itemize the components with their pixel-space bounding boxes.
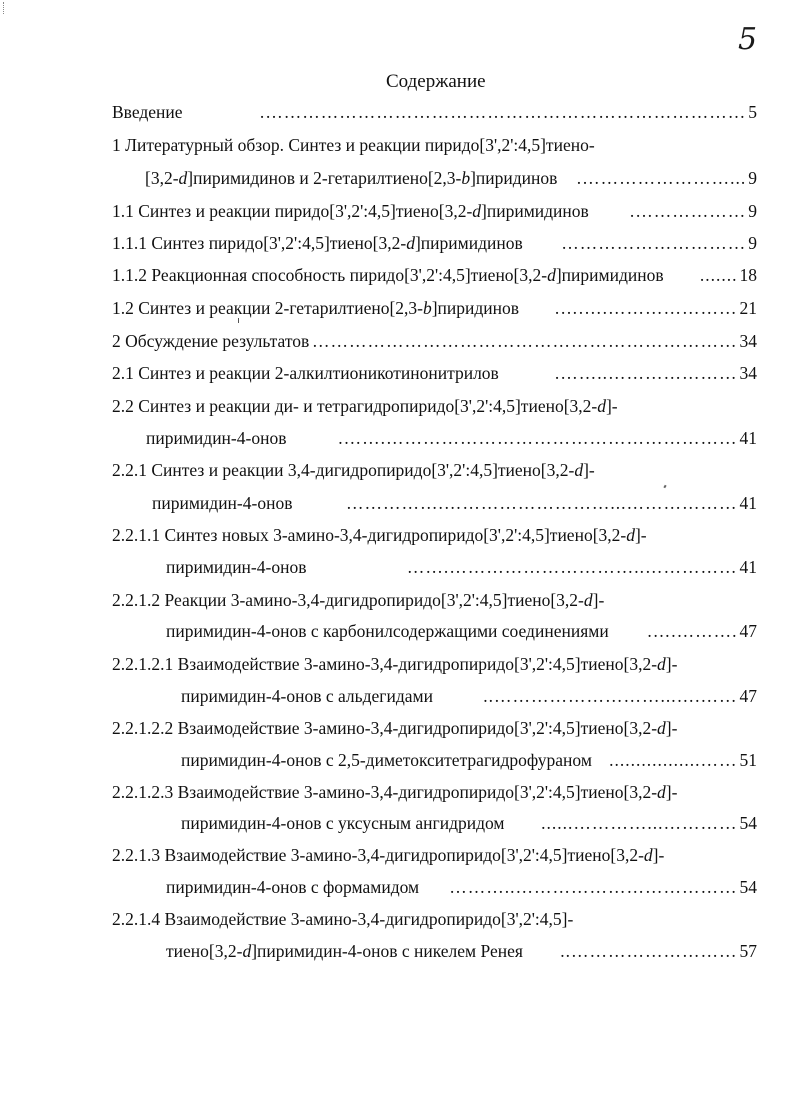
toc-entry: [112, 717, 677, 739]
toc-entry: [146, 427, 757, 449]
toc-entry-page: 41: [739, 557, 757, 577]
toc-entry-leader: ………………………………..………: [449, 877, 738, 897]
toc-entry-title: Введение: [112, 102, 183, 122]
scan-mark: [3, 2, 6, 14]
toc-entry-leader: ………………...……………………….……………: [346, 493, 738, 513]
toc-entry-leader: ...…………………….: [576, 168, 747, 188]
toc-entry-page: 47: [739, 621, 757, 641]
toc-entry-page: 5: [748, 102, 757, 122]
toc-entry: [112, 781, 677, 803]
toc-entry-title: пиримидин-4-онов: [152, 493, 293, 513]
toc-entry-leader: …….................: [609, 750, 738, 770]
toc-entry-leader: ……………..………………………….……: [406, 557, 738, 577]
toc-entry-leader: …………...…………......: [541, 813, 738, 833]
toc-entry-title: 1.1 Синтез и реакции пиридо[3',2':4,5]тиено[3,2-d]пиримидинов: [112, 201, 589, 221]
toc-entry-leader: …………………..…….: [554, 363, 738, 383]
toc-entry-page: 21: [739, 298, 757, 318]
toc-entry-title: пиримидин-4-онов: [166, 557, 307, 577]
toc-entry: [181, 685, 757, 707]
toc-entry-title: пиримидин-4-онов с формамидом: [166, 877, 420, 897]
toc-entry: [112, 589, 604, 611]
toc-entry-page: 41: [739, 428, 757, 448]
toc-entry: [112, 264, 757, 286]
toc-entry-leader: …………………………………………………………………….: [259, 102, 747, 122]
toc-entry-title: 2.2.1.2 Реакции 3-амино-3,4-дигидропиридо[3',2':4,5]тиено[3,2-d]-: [112, 590, 605, 610]
toc-entry: [181, 812, 757, 834]
toc-entry-title: 2.2.1.2.2 Взаимодействие 3-амино-3,4-дигидропиридо[3',2':4,5]тиено[3,2-d]-: [112, 718, 678, 738]
toc-entry-page: 54: [739, 813, 757, 833]
toc-entry-leader: …….…...………………………..: [483, 686, 738, 706]
toc-entry: [112, 395, 618, 417]
toc-entry-title: 1.1.2 Реакционная способность пиридо[3',2':4,5]тиено[3,2-d]пиримидинов: [112, 265, 664, 285]
toc-title: Содержание: [386, 71, 486, 92]
toc-entry-title: 2.2 Синтез и реакции ди- и тетрагидропиридо[3',2':4,5]тиено[3,2-d]-: [112, 396, 618, 416]
toc-entry-title: пиримидин-4-онов: [146, 428, 287, 448]
toc-entry-title: 2.2.1.1 Синтез новых 3-амино-3,4-дигидропиридо[3',2':4,5]тиено[3,2-d]-: [112, 525, 647, 545]
toc-entry-leader: ……………….: [629, 201, 747, 221]
toc-entry: [112, 362, 757, 384]
toc-entry: [112, 134, 595, 156]
handwritten-page-number: 5: [738, 22, 758, 57]
toc-entry: [112, 232, 757, 254]
toc-entry-leader: .......: [699, 265, 738, 285]
toc-entry-leader: ………………………………………………….…….: [338, 428, 738, 448]
toc-entry-title: 2.2.1.3 Взаимодействие 3-амино-3,4-дигидропиридо[3',2':4,5]тиено[3,2-d]-: [112, 845, 665, 865]
toc-entry: [166, 620, 757, 642]
toc-entry: [145, 167, 757, 189]
toc-entry: [166, 876, 757, 898]
toc-entry-page: 54: [739, 877, 757, 897]
toc-entry-title: пиримидин-4-онов с карбонилсодержащими соединениями: [166, 621, 609, 641]
toc-entry-title: тиено[3,2-d]пиримидин-4-онов с никелем Ренея: [166, 941, 523, 961]
toc-entry-page: 47: [739, 686, 757, 706]
toc-entry-page: 57: [739, 941, 757, 961]
toc-entry-title: 2.2.1.2.1 Взаимодействие 3-амино-3,4-дигидропиридо[3',2':4,5]тиено[3,2-d]-: [112, 654, 678, 674]
toc-entry-leader: …………………………: [561, 233, 747, 253]
toc-entry-title: 2.2.1 Синтез и реакции 3,4-дигидропиридо[3',2':4,5]тиено[3,2-d]-: [112, 460, 595, 480]
toc-entry-page: 9: [748, 168, 757, 188]
toc-entry-title: пиримидин-4-онов с 2,5-диметокситетрагидрофураном: [181, 750, 592, 770]
toc-entry-title: 1.1.1 Синтез пиридо[3',2':4,5]тиено[3,2-d]пиримидинов: [112, 233, 523, 253]
toc-entry: [166, 940, 757, 962]
toc-entry-title: 1.2 Синтез и реакции 2-гетарилтиено[2,3-b]пиридинов: [112, 298, 520, 318]
toc-entry: [112, 524, 647, 546]
toc-entry: [112, 844, 664, 866]
toc-entry-page: 51: [739, 750, 757, 770]
toc-entry-page: 18: [739, 265, 757, 285]
toc-entry: [166, 556, 757, 578]
toc-entry-page: 34: [739, 331, 757, 351]
toc-entry-title: 1 Литературный обзор. Синтез и реакции пиридо[3',2':4,5]тиено-: [112, 135, 595, 155]
toc-entry: [112, 297, 757, 319]
toc-entry: [112, 200, 757, 222]
toc-entry: [112, 653, 677, 675]
toc-entry-page: 41: [739, 493, 757, 513]
toc-entry-title: 2.2.1.2.3 Взаимодействие 3-амино-3,4-дигидропиридо[3',2':4,5]тиено[3,2-d]-: [112, 782, 678, 802]
toc-entry: [152, 492, 757, 514]
toc-entry-leader: ………………….….….: [554, 298, 738, 318]
toc-entry-title: 2 Обсуждение результатов: [112, 331, 310, 351]
toc-entry-title: [3,2-d]пиримидинов и 2-гетарилтиено[2,3-b]пиридинов: [145, 168, 558, 188]
scan-speck: [663, 485, 666, 489]
toc-entry: [112, 330, 757, 352]
toc-entry: [112, 908, 573, 930]
toc-entry-title: пиримидин-4-онов с альдегидами: [181, 686, 433, 706]
toc-entry-page: 9: [748, 233, 757, 253]
toc-entry-page: 34: [739, 363, 757, 383]
toc-entry-leader: .……….….: [647, 621, 738, 641]
toc-entry-leader: ………………………..: [560, 941, 738, 961]
toc-entry: [112, 459, 595, 481]
toc-entry-title: пиримидин-4-онов с уксусным ангидридом: [181, 813, 505, 833]
toc-entry: [112, 101, 757, 123]
toc-entry-title: 2.1 Синтез и реакции 2-алкилтионикотинонитрилов: [112, 363, 499, 383]
toc-entry-leader: ……………………………………………………………: [312, 331, 738, 351]
toc-entry-page: 9: [748, 201, 757, 221]
toc-entry: [181, 749, 757, 771]
toc-entry-title: 2.2.1.4 Взаимодействие 3-амино-3,4-дигидропиридо[3',2':4,5]-: [112, 909, 574, 929]
